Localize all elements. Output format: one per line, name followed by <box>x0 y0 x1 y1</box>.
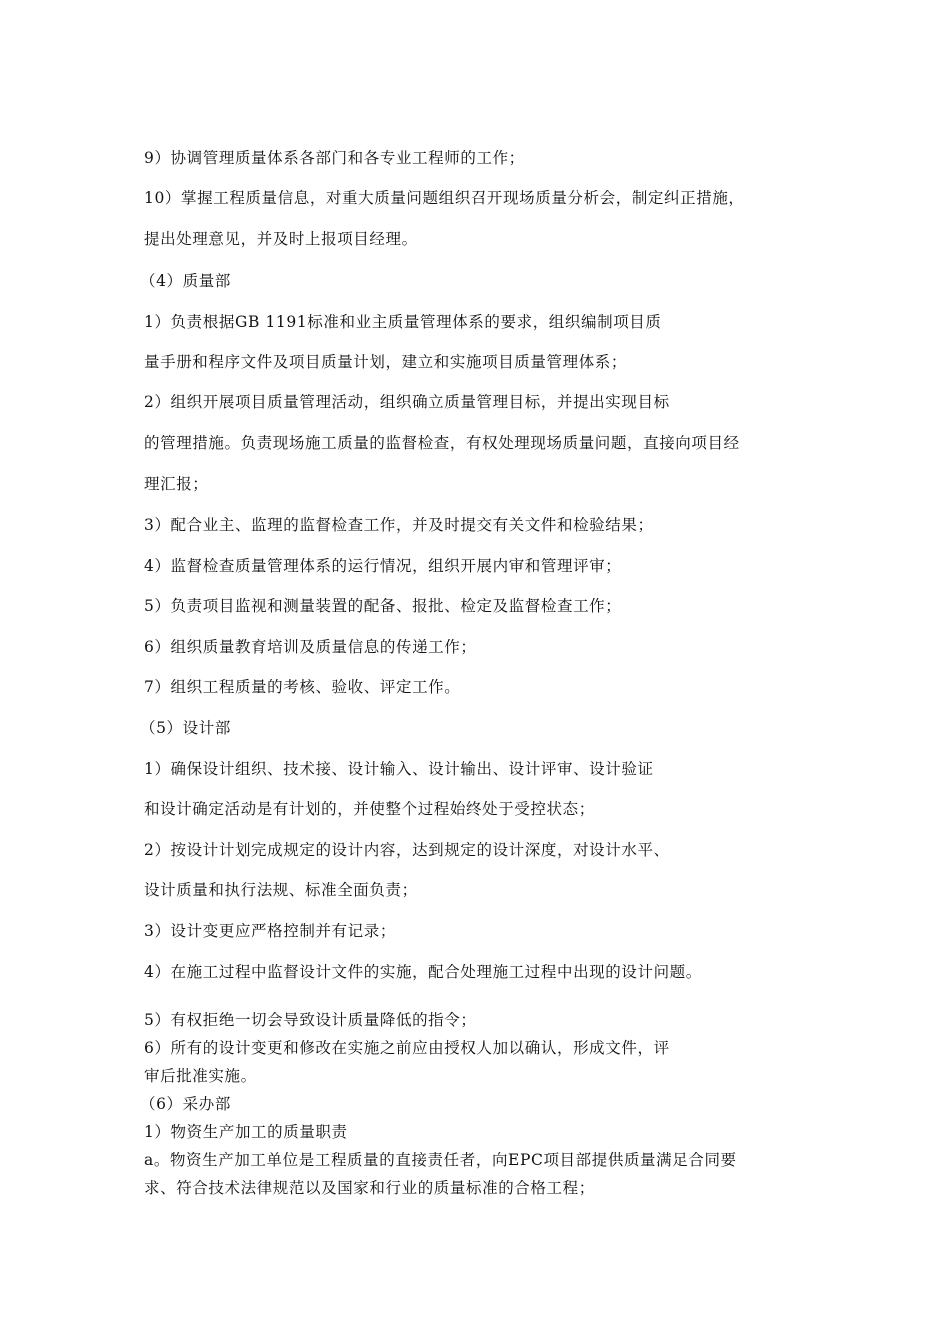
text-line: 4）监督检查质量管理体系的运行情况，组织开展内审和管理评审； <box>144 557 622 575</box>
text-line: 6）组织质量教育培训及质量信息的传递工作； <box>144 638 477 656</box>
text-line: 5）负责项目监视和测量装置的配备、报批、检定及监督检查工作； <box>144 597 622 615</box>
text-line: 5）有权拒绝一切会导致设计质量降低的指令； <box>144 1011 477 1029</box>
section-heading: （6）采办部 <box>140 1095 231 1113</box>
text-line: 审后批准实施。 <box>144 1067 257 1085</box>
text-line: 理汇报； <box>144 475 209 493</box>
text-line: 10）掌握工程质量信息，对重大质量问题组织召开现场质量分析会，制定纠正措施， <box>144 189 745 207</box>
text-line: 的管理措施。负责现场施工质量的监督检查，有权处理现场质量问题，直接向项目经 <box>144 434 740 452</box>
text-line: 9）协调管理质量体系各部门和各专业工程师的工作； <box>144 149 525 167</box>
text-line: 2）按设计计划完成规定的设计内容，达到规定的设计深度，对设计水平、 <box>144 841 670 859</box>
text-line: 量手册和程序文件及项目质量计划，建立和实施项目质量管理体系； <box>144 353 628 371</box>
text-line: 7）组织工程质量的考核、验收、评定工作。 <box>144 678 461 696</box>
text-line: 6）所有的设计变更和修改在实施之前应由授权人加以确认，形成文件，评 <box>144 1039 670 1057</box>
text-line: 3）配合业主、监理的监督检查工作，并及时提交有关文件和检验结果； <box>144 516 654 534</box>
text-line: a。物资生产加工单位是工程质量的直接责任者，向EPC项目部提供质量满足合同要 <box>144 1151 737 1169</box>
text-line: 和设计确定活动是有计划的，并使整个过程始终处于受控状态； <box>144 800 595 818</box>
text-line: 提出处理意见，并及时上报项目经理。 <box>144 230 418 248</box>
text-line: 1）确保设计组织、技术接、设计输入、设计输出、设计评审、设计验证 <box>144 760 654 778</box>
text-line: 3）设计变更应严格控制并有记录； <box>144 922 396 940</box>
text-line: 1）物资生产加工的质量职责 <box>144 1123 348 1141</box>
text-line: 4）在施工过程中监督设计文件的实施，配合处理施工过程中出现的设计问题。 <box>144 963 702 981</box>
text-line: 求、符合技术法律规范以及国家和行业的质量标准的合格工程； <box>144 1179 595 1197</box>
text-line: 1）负责根据GB 1191标准和业主质量管理体系的要求，组织编制项目质 <box>144 313 662 331</box>
section-heading: （5）设计部 <box>140 719 231 737</box>
text-line: 2）组织开展项目质量管理活动，组织确立质量管理目标，并提出实现目标 <box>144 393 670 411</box>
text-line: 设计质量和执行法规、标准全面负责； <box>144 881 418 899</box>
section-heading: （4）质量部 <box>140 272 231 290</box>
